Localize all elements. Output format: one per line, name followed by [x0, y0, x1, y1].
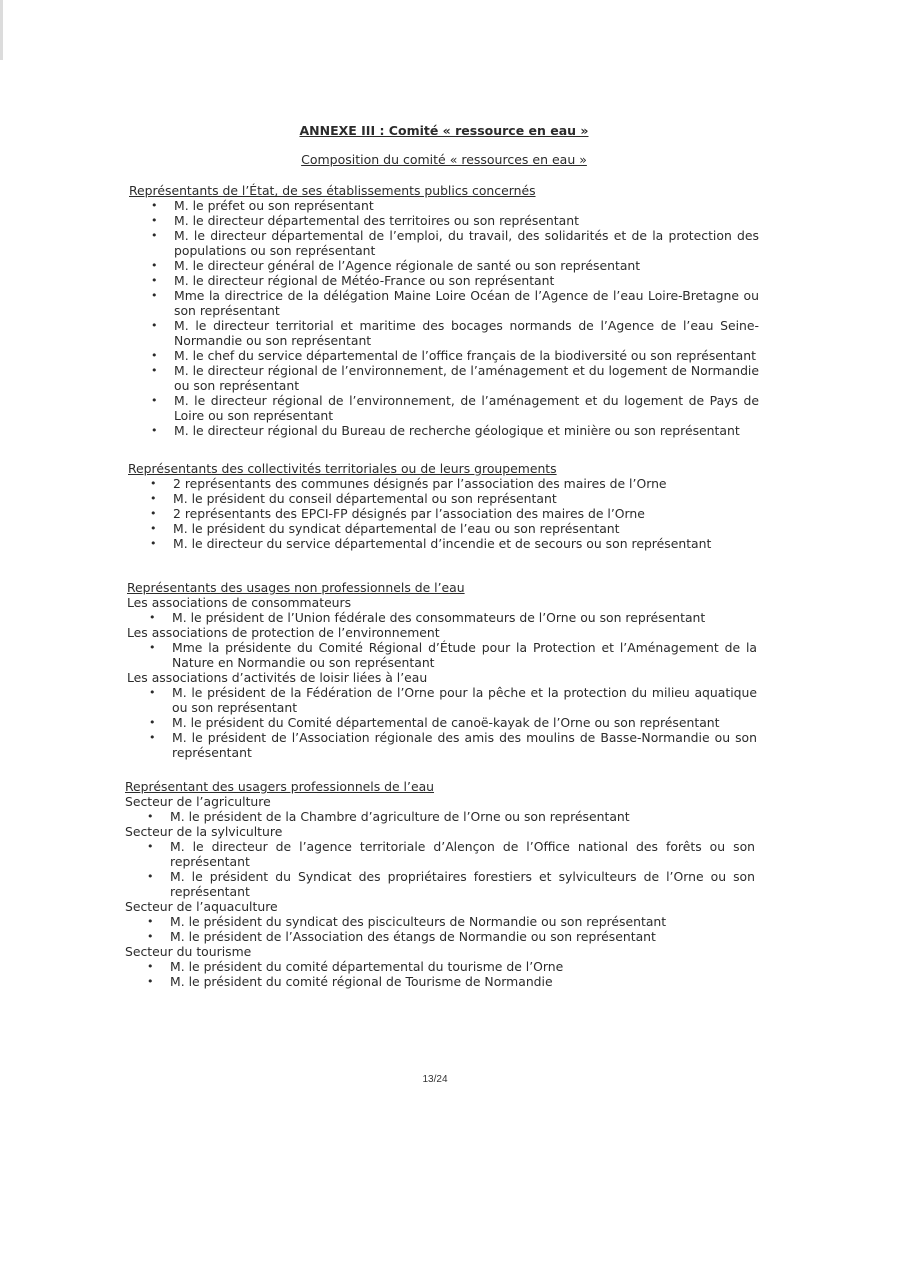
page-number: 13/24	[422, 1074, 448, 1085]
list-item-text: M. le président du conseil départemental ou son représentant	[173, 491, 557, 506]
bullet-icon: •	[147, 930, 154, 943]
list-item	[129, 393, 759, 423]
bullet-icon: •	[151, 364, 158, 377]
list-item-text: M. le directeur régional de Météo-France ou son représentant	[174, 273, 555, 288]
list-item	[128, 506, 758, 521]
composition-subtitle: Composition du comité « ressources en eau »	[301, 152, 587, 167]
bullet-icon: •	[147, 975, 154, 988]
bullet-icon: •	[151, 349, 158, 362]
list-consumers	[127, 610, 757, 625]
list-item-text: M. le directeur général de l’Agence régionale de santé ou son représentant	[174, 258, 641, 273]
list-item-text: M. le directeur régional de l’environnement, de l’aménagement et du logement de Normandie ou son représentant	[174, 363, 759, 393]
list-item-text: M. le président de l’Union fédérale des consommateurs de l’Orne ou son représentant	[172, 610, 706, 625]
subheading-environment: Les associations de protection de l’environnement	[127, 625, 440, 640]
list-item	[129, 213, 759, 228]
list-tourism	[125, 959, 755, 989]
list-item	[125, 929, 755, 944]
bullet-icon: •	[151, 259, 158, 272]
list-item	[129, 228, 759, 258]
list-item-text: M. le président du syndicat des pisciculteurs de Normandie ou son représentant	[170, 914, 667, 929]
list-item-text: M. le président du Comité départemental de canoë-kayak de l’Orne ou son représentant	[172, 715, 720, 730]
list-item	[125, 809, 755, 824]
bullet-icon: •	[151, 274, 158, 287]
list-item	[128, 491, 758, 506]
list-item-text: M. le président de la Chambre d’agriculture de l’Orne ou son représentant	[170, 809, 630, 824]
bullet-icon: •	[147, 915, 154, 928]
list-item-text: M. le président du Syndicat des propriétaires forestiers et sylviculteurs de l’Orne ou son représentant	[170, 869, 755, 899]
subheading-aquaculture: Secteur de l’aquaculture	[125, 899, 278, 914]
section-collectivities	[128, 461, 758, 551]
list-item-text: M. le chef du service départemental de l’office français de la biodiversité ou son représentant	[174, 348, 756, 363]
scan-edge	[0, 0, 3, 60]
list-item-text: Mme la directrice de la délégation Maine Loire Océan de l’Agence de l’eau Loire-Bretagne ou son représentant	[174, 288, 759, 318]
list-state	[129, 198, 759, 438]
list-item	[127, 685, 757, 715]
bullet-icon: •	[150, 477, 157, 490]
list-collectivities	[128, 476, 758, 551]
list-item	[125, 869, 755, 899]
list-leisure	[127, 685, 757, 760]
section-heading-non-professional: Représentants des usages non professionnels de l’eau	[127, 580, 465, 595]
list-item-text: M. le président de l’Association régionale des amis des moulins de Basse-Normandie ou son représentant	[172, 730, 757, 760]
bullet-icon: •	[151, 319, 158, 332]
list-item	[128, 536, 758, 551]
bullet-icon: •	[150, 522, 157, 535]
section-heading-professional: Représentant des usagers professionnels de l’eau	[125, 779, 435, 794]
bullet-icon: •	[147, 960, 154, 973]
section-non-professional	[127, 580, 757, 760]
list-item	[129, 198, 759, 213]
list-item-text: M. le président du comité régional de Tourisme de Normandie	[170, 974, 553, 989]
bullet-icon: •	[147, 810, 154, 823]
list-item-text: M. le directeur du service départemental d’incendie et de secours ou son représentant	[173, 536, 712, 551]
bullet-icon: •	[151, 394, 158, 407]
list-item	[127, 715, 757, 730]
list-item	[129, 273, 759, 288]
list-item-text: M. le directeur de l’agence territoriale d’Alençon de l’Office national des forêts ou son représentant	[170, 839, 755, 869]
bullet-icon: •	[149, 716, 156, 729]
list-item	[129, 348, 759, 363]
list-item	[127, 640, 757, 670]
bullet-icon: •	[149, 611, 156, 624]
list-agriculture	[125, 809, 755, 824]
list-item-text: Mme la présidente du Comité Régional d’Étude pour la Protection et l’Aménagement de la Nature en Normandie ou son représentant	[172, 640, 757, 670]
annex-title: ANNEXE III : Comité « ressource en eau »	[299, 123, 589, 138]
subheading-leisure: Les associations d’activités de loisir liées à l’eau	[127, 670, 428, 685]
list-item	[127, 610, 757, 625]
list-item-text: M. le président du comité départemental du tourisme de l’Orne	[170, 959, 564, 974]
bullet-icon: •	[149, 731, 156, 744]
bullet-icon: •	[150, 537, 157, 550]
bullet-icon: •	[151, 424, 158, 437]
subheading-agriculture: Secteur de l’agriculture	[125, 794, 271, 809]
list-environment	[127, 640, 757, 670]
list-item	[129, 258, 759, 273]
list-forestry	[125, 839, 755, 899]
list-item	[125, 959, 755, 974]
list-aquaculture	[125, 914, 755, 944]
bullet-icon: •	[147, 870, 154, 883]
list-item-text: M. le directeur régional de l’environnement, de l’aménagement et du logement de Pays de Loire ou son représentant	[174, 393, 759, 423]
subheading-tourism: Secteur du tourisme	[125, 944, 252, 959]
list-item-text: M. le directeur départemental de l’emploi, du travail, des solidarités et de la protection des populations ou son représentant	[174, 228, 759, 258]
list-item	[125, 974, 755, 989]
bullet-icon: •	[149, 686, 156, 699]
list-item-text: M. le directeur territorial et maritime des bocages normands de l’Agence de l’eau Seine-Normandie ou son représentant	[174, 318, 759, 348]
subheading-consumers: Les associations de consommateurs	[127, 595, 352, 610]
list-item	[129, 318, 759, 348]
list-item	[127, 730, 757, 760]
list-item-text: M. le président de l’Association des étangs de Normandie ou son représentant	[170, 929, 656, 944]
list-item	[129, 363, 759, 393]
list-item-text: M. le directeur départemental des territoires ou son représentant	[174, 213, 579, 228]
bullet-icon: •	[147, 840, 154, 853]
section-professional	[125, 779, 755, 989]
subheading-forestry: Secteur de la sylviculture	[125, 824, 283, 839]
bullet-icon: •	[150, 507, 157, 520]
bullet-icon: •	[151, 289, 158, 302]
list-item-text: M. le directeur régional du Bureau de recherche géologique et minière ou son représentant	[174, 423, 740, 438]
section-heading-state: Représentants de l’État, de ses établissements publics concernés	[129, 183, 536, 198]
list-item	[125, 839, 755, 869]
list-item	[128, 521, 758, 536]
list-item-text: 2 représentants des communes désignés par l’association des maires de l’Orne	[173, 476, 667, 491]
list-item	[125, 914, 755, 929]
bullet-icon: •	[150, 492, 157, 505]
bullet-icon: •	[151, 199, 158, 212]
bullet-icon: •	[151, 229, 158, 242]
list-item-text: M. le président de la Fédération de l’Orne pour la pêche et la protection du milieu aquatique ou son représentant	[172, 685, 757, 715]
list-item-text: M. le préfet ou son représentant	[174, 198, 374, 213]
section-state	[129, 183, 759, 438]
list-item	[128, 476, 758, 491]
list-item-text: M. le président du syndicat départemental de l’eau ou son représentant	[173, 521, 620, 536]
list-item	[129, 288, 759, 318]
bullet-icon: •	[151, 214, 158, 227]
list-item	[129, 423, 759, 438]
list-item-text: 2 représentants des EPCI-FP désignés par l’association des maires de l’Orne	[173, 506, 645, 521]
bullet-icon: •	[149, 641, 156, 654]
section-heading-collectivities: Représentants des collectivités territoriales ou de leurs groupements	[128, 461, 557, 476]
